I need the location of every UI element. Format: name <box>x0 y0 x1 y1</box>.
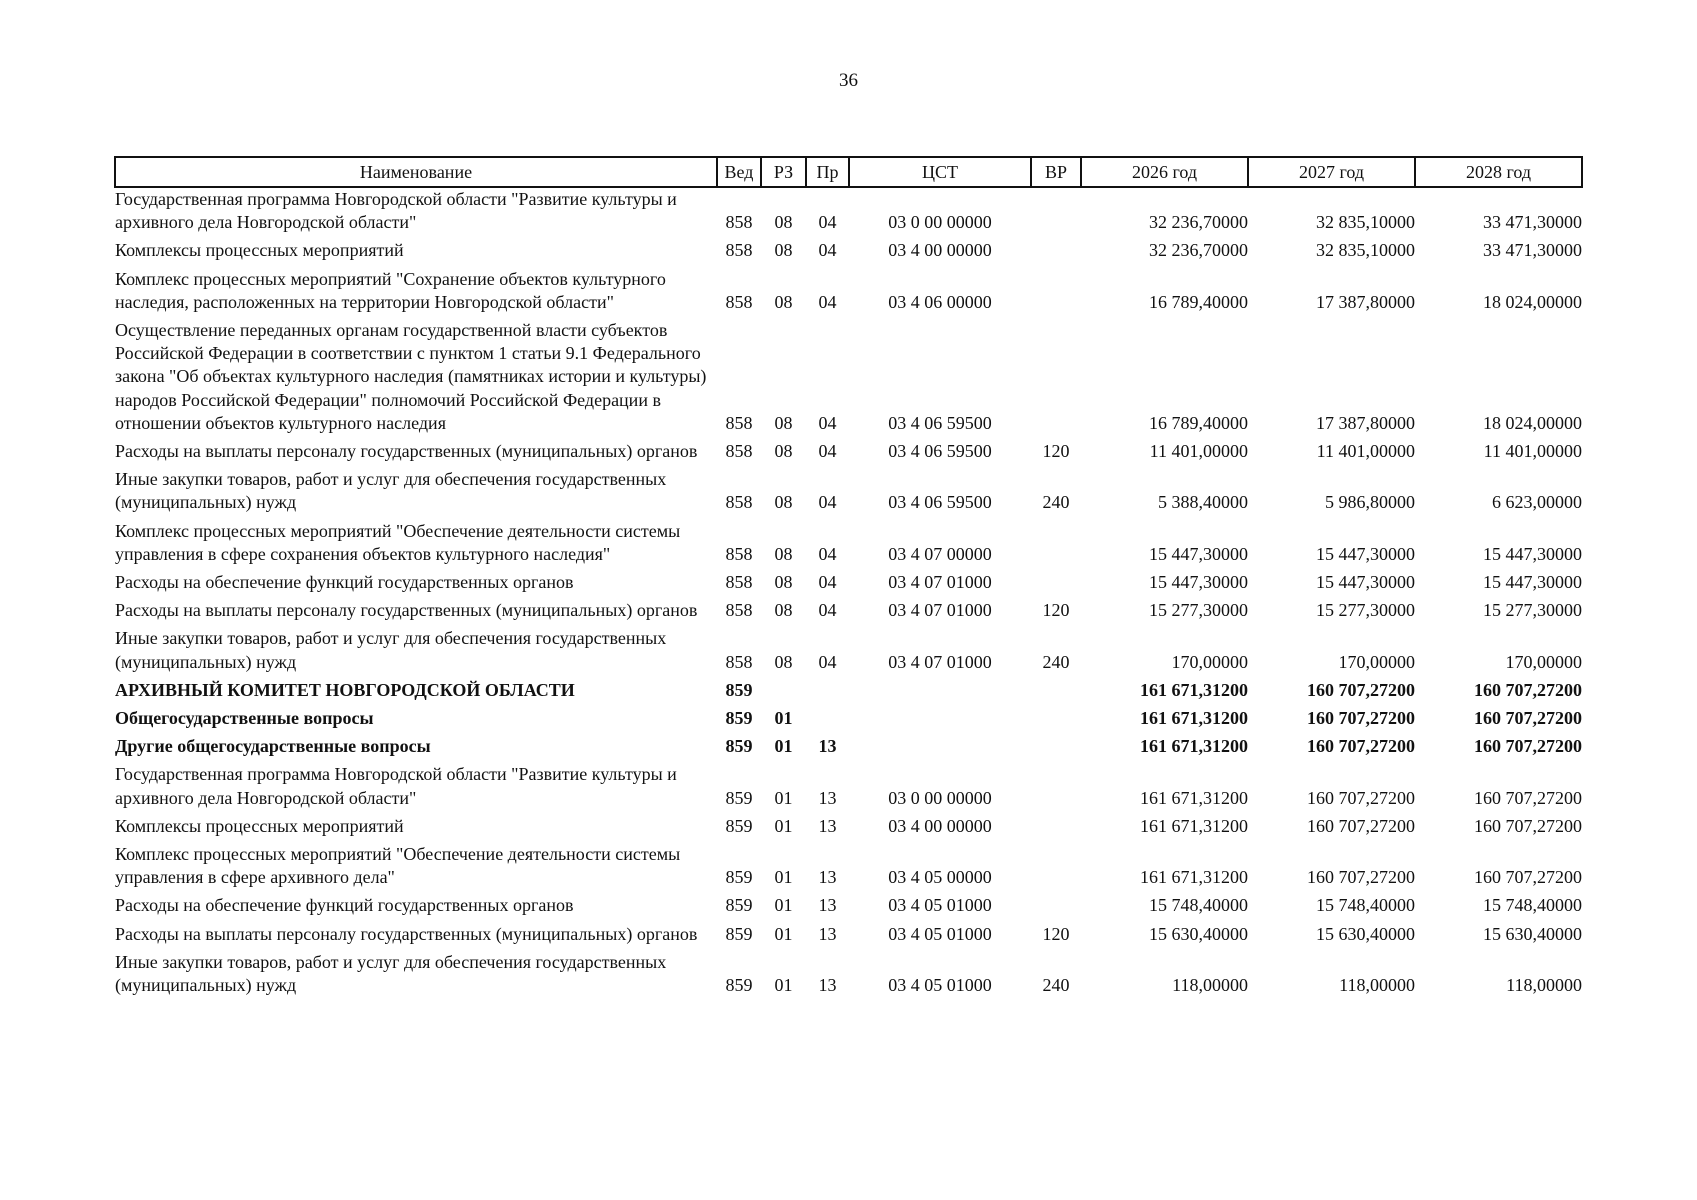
cell-ved: 859 <box>725 787 753 808</box>
table-row <box>115 758 1582 809</box>
cell-2028: 6 623,00000 <box>1492 492 1582 513</box>
cell-cst: 03 4 00 00000 <box>888 240 992 261</box>
cell-2026: 15 630,40000 <box>1149 923 1248 944</box>
table-row <box>115 889 1582 917</box>
cell-2027: 160 707,27200 <box>1307 867 1415 888</box>
cell-ved: 858 <box>725 600 753 621</box>
cell-name: Расходы на выплаты персоналу государственных (муниципальных) органов <box>115 923 698 944</box>
cell-2028: 33 471,30000 <box>1483 212 1582 233</box>
cell-ved: 859 <box>725 895 753 916</box>
table-row <box>115 314 1582 435</box>
cell-vr <box>1031 889 1081 917</box>
cell-cst: 03 4 06 00000 <box>888 291 992 312</box>
cell-2027: 160 707,27200 <box>1307 787 1415 808</box>
cell-2026: 161 671,31200 <box>1140 736 1248 757</box>
cell-2027: 170,00000 <box>1338 651 1415 672</box>
cell-name: АРХИВНЫЙ КОМИТЕТ НОВГОРОДСКОЙ ОБЛАСТИ <box>115 679 575 700</box>
cell-2027: 32 835,10000 <box>1316 240 1415 261</box>
cell-cst: 03 0 00 00000 <box>888 212 992 233</box>
cell-2028: 170,00000 <box>1505 651 1582 672</box>
cell-2027: 15 748,40000 <box>1316 895 1415 916</box>
cell-rz: 01 <box>774 923 793 944</box>
cell-ved: 858 <box>725 441 753 462</box>
cell-name: Комплексы процессных мероприятий <box>115 240 404 261</box>
cell-vr <box>1031 838 1081 889</box>
cell-vr <box>1031 702 1081 730</box>
cell-2026: 11 401,00000 <box>1149 441 1248 462</box>
cell-cst: 03 4 06 59500 <box>888 441 992 462</box>
cell-vr: 120 <box>1042 441 1070 462</box>
cell-ved: 859 <box>725 679 753 700</box>
cell-ved: 859 <box>725 867 753 888</box>
cell-ved: 859 <box>725 923 753 944</box>
cell-cst: 03 4 06 59500 <box>888 492 992 513</box>
cell-2026: 5 388,40000 <box>1158 492 1248 513</box>
cell-2027: 160 707,27200 <box>1307 736 1415 757</box>
cell-cst <box>849 730 1031 758</box>
cell-2027: 11 401,00000 <box>1316 441 1415 462</box>
cell-pr: 13 <box>818 975 837 996</box>
cell-2028: 160 707,27200 <box>1474 708 1582 729</box>
cell-2026: 161 671,31200 <box>1140 787 1248 808</box>
cell-2026: 170,00000 <box>1171 651 1248 672</box>
cell-pr <box>806 674 849 702</box>
table-row <box>115 263 1582 314</box>
cell-vr <box>1031 730 1081 758</box>
cell-vr: 240 <box>1042 975 1070 996</box>
cell-2026: 15 447,30000 <box>1149 572 1248 593</box>
cell-2026: 32 236,70000 <box>1149 240 1248 261</box>
table-row <box>115 566 1582 594</box>
cell-cst: 03 0 00 00000 <box>888 787 992 808</box>
cell-2027: 32 835,10000 <box>1316 212 1415 233</box>
cell-name: Комплексы процессных мероприятий <box>115 815 404 836</box>
header-name: Наименование <box>115 157 717 187</box>
cell-pr: 13 <box>818 895 837 916</box>
cell-pr: 04 <box>818 651 837 672</box>
header-ved: Вед <box>717 157 761 187</box>
cell-name: Комплекс процессных мероприятий "Обеспечение деятельности системы управления в сфере архивного дела" <box>115 844 681 888</box>
cell-name: Другие общегосударственные вопросы <box>115 736 431 757</box>
table-row <box>115 234 1582 262</box>
cell-pr <box>806 702 849 730</box>
cell-pr: 04 <box>818 240 837 261</box>
header-rz: РЗ <box>761 157 806 187</box>
cell-cst <box>849 674 1031 702</box>
cell-pr: 04 <box>818 572 837 593</box>
cell-2026: 15 748,40000 <box>1149 895 1248 916</box>
cell-cst: 03 4 07 01000 <box>888 600 992 621</box>
cell-vr: 240 <box>1042 492 1070 513</box>
cell-name: Иные закупки товаров, работ и услуг для обеспечения государственных (муниципальных) нужд <box>115 628 667 672</box>
cell-2027: 118,00000 <box>1339 975 1415 996</box>
table-row <box>115 594 1582 622</box>
cell-vr: 240 <box>1042 651 1070 672</box>
cell-2027: 15 447,30000 <box>1316 543 1415 564</box>
cell-ved: 859 <box>725 975 753 996</box>
cell-cst: 03 4 07 01000 <box>888 651 992 672</box>
cell-2026: 118,00000 <box>1172 975 1248 996</box>
cell-2027: 17 387,80000 <box>1316 412 1415 433</box>
cell-ved: 858 <box>725 212 753 233</box>
cell-name: Расходы на выплаты персоналу государственных (муниципальных) органов <box>115 441 698 462</box>
cell-rz: 01 <box>774 736 793 757</box>
cell-name: Иные закупки товаров, работ и услуг для обеспечения государственных (муниципальных) нужд <box>115 469 667 513</box>
table-row <box>115 730 1582 758</box>
cell-cst <box>849 702 1031 730</box>
cell-ved: 858 <box>725 240 753 261</box>
cell-2028: 160 707,27200 <box>1474 679 1582 700</box>
cell-2027: 160 707,27200 <box>1307 708 1415 729</box>
cell-pr: 04 <box>818 412 837 433</box>
cell-vr <box>1031 263 1081 314</box>
cell-rz: 01 <box>774 867 793 888</box>
table-row <box>115 515 1582 566</box>
cell-vr <box>1031 758 1081 809</box>
cell-vr <box>1031 810 1081 838</box>
cell-2027: 15 277,30000 <box>1316 600 1415 621</box>
cell-pr: 04 <box>818 543 837 564</box>
cell-pr: 04 <box>818 492 837 513</box>
cell-cst: 03 4 05 01000 <box>888 895 992 916</box>
table-row <box>115 838 1582 889</box>
table-body <box>115 187 1582 997</box>
header-2026: 2026 год <box>1081 157 1248 187</box>
cell-2026: 16 789,40000 <box>1149 291 1248 312</box>
cell-2027: 5 986,80000 <box>1325 492 1415 513</box>
cell-vr: 120 <box>1042 600 1070 621</box>
cell-2027: 15 447,30000 <box>1316 572 1415 593</box>
cell-rz: 01 <box>774 975 793 996</box>
header-pr: Пр <box>806 157 849 187</box>
cell-pr: 04 <box>818 212 837 233</box>
cell-ved: 858 <box>725 572 753 593</box>
table-row <box>115 187 1582 234</box>
cell-2028: 11 401,00000 <box>1483 441 1582 462</box>
cell-ved: 859 <box>725 815 753 836</box>
cell-name: Расходы на обеспечение функций государственных органов <box>115 572 574 593</box>
cell-2028: 33 471,30000 <box>1483 240 1582 261</box>
header-vr: ВР <box>1031 157 1081 187</box>
cell-2026: 161 671,31200 <box>1140 867 1248 888</box>
header-2027: 2027 год <box>1248 157 1415 187</box>
table-row <box>115 918 1582 946</box>
cell-rz: 08 <box>774 651 793 672</box>
cell-name: Комплекс процессных мероприятий "Сохранение объектов культурного наследия, расположенных на территории Новгородской области" <box>115 268 666 312</box>
cell-pr: 04 <box>818 291 837 312</box>
cell-cst: 03 4 06 59500 <box>888 412 992 433</box>
cell-rz: 08 <box>774 572 793 593</box>
cell-rz: 08 <box>774 291 793 312</box>
header-2028: 2028 год <box>1415 157 1582 187</box>
cell-cst: 03 4 05 01000 <box>888 975 992 996</box>
cell-rz <box>761 674 806 702</box>
page-number: 36 <box>839 70 858 91</box>
budget-table <box>114 156 1583 997</box>
cell-pr: 13 <box>818 787 837 808</box>
cell-ved: 859 <box>725 736 753 757</box>
cell-name: Расходы на выплаты персоналу государственных (муниципальных) органов <box>115 600 698 621</box>
cell-ved: 858 <box>725 412 753 433</box>
cell-2026: 161 671,31200 <box>1140 679 1248 700</box>
cell-2027: 160 707,27200 <box>1307 679 1415 700</box>
cell-rz: 01 <box>774 815 793 836</box>
cell-rz: 08 <box>774 543 793 564</box>
table-row <box>115 674 1582 702</box>
cell-vr <box>1031 187 1081 234</box>
cell-rz: 08 <box>774 212 793 233</box>
cell-cst: 03 4 05 01000 <box>888 923 992 944</box>
cell-pr: 13 <box>818 736 837 757</box>
cell-pr: 13 <box>818 923 837 944</box>
table-row <box>115 702 1582 730</box>
table-row <box>115 435 1582 463</box>
cell-cst: 03 4 05 00000 <box>888 867 992 888</box>
cell-pr: 04 <box>818 600 837 621</box>
cell-ved: 858 <box>725 291 753 312</box>
cell-ved: 858 <box>725 492 753 513</box>
cell-2026: 32 236,70000 <box>1149 212 1248 233</box>
cell-name: Общегосударственные вопросы <box>115 708 374 729</box>
cell-2028: 118,00000 <box>1506 975 1582 996</box>
cell-vr <box>1031 515 1081 566</box>
table-row <box>115 946 1582 997</box>
cell-2028: 160 707,27200 <box>1474 736 1582 757</box>
cell-vr <box>1031 566 1081 594</box>
cell-2026: 16 789,40000 <box>1149 412 1248 433</box>
cell-2026: 161 671,31200 <box>1140 708 1248 729</box>
cell-cst: 03 4 00 00000 <box>888 815 992 836</box>
cell-2027: 17 387,80000 <box>1316 291 1415 312</box>
cell-rz: 01 <box>774 787 793 808</box>
cell-name: Государственная программа Новгородской области "Развитие культуры и архивного дела Новгородской области" <box>115 189 677 233</box>
cell-rz: 08 <box>774 600 793 621</box>
cell-name: Государственная программа Новгородской области "Развитие культуры и архивного дела Новгородской области" <box>115 764 677 808</box>
cell-2028: 15 447,30000 <box>1483 572 1582 593</box>
cell-cst: 03 4 07 01000 <box>888 572 992 593</box>
cell-rz: 08 <box>774 441 793 462</box>
cell-pr: 04 <box>818 441 837 462</box>
cell-vr: 120 <box>1042 923 1070 944</box>
cell-2028: 15 748,40000 <box>1483 895 1582 916</box>
cell-rz: 08 <box>774 492 793 513</box>
cell-2028: 15 630,40000 <box>1483 923 1582 944</box>
cell-pr: 13 <box>818 867 837 888</box>
cell-2028: 15 447,30000 <box>1483 543 1582 564</box>
cell-2028: 18 024,00000 <box>1483 412 1582 433</box>
cell-rz: 08 <box>774 240 793 261</box>
cell-2028: 160 707,27200 <box>1474 787 1582 808</box>
cell-2027: 15 630,40000 <box>1316 923 1415 944</box>
cell-ved: 858 <box>725 651 753 672</box>
cell-2028: 18 024,00000 <box>1483 291 1582 312</box>
cell-2026: 15 447,30000 <box>1149 543 1248 564</box>
cell-name: Осуществление переданных органам государственной власти субъектов Российской Федерации в соответствии с пунктом 1 статьи 9.1 Федерального закона "Об объектах культурного наследия (памятниках истории и культуры) народов Российской Федерации" полномочий Российской Федерации в отношении объектов культурного наследия <box>115 320 707 433</box>
cell-cst: 03 4 07 00000 <box>888 543 992 564</box>
table-row <box>115 810 1582 838</box>
cell-rz: 08 <box>774 412 793 433</box>
cell-2028: 15 277,30000 <box>1483 600 1582 621</box>
cell-2026: 15 277,30000 <box>1149 600 1248 621</box>
cell-name: Комплекс процессных мероприятий "Обеспечение деятельности системы управления в сфере сохранения объектов культурного наследия" <box>115 520 681 564</box>
cell-ved: 859 <box>725 708 753 729</box>
cell-rz: 01 <box>774 708 793 729</box>
cell-vr <box>1031 674 1081 702</box>
table-header <box>115 157 1582 187</box>
cell-2028: 160 707,27200 <box>1474 867 1582 888</box>
cell-vr <box>1031 234 1081 262</box>
cell-2028: 160 707,27200 <box>1474 815 1582 836</box>
table-row <box>115 463 1582 514</box>
cell-2026: 161 671,31200 <box>1140 815 1248 836</box>
cell-name: Иные закупки товаров, работ и услуг для обеспечения государственных (муниципальных) нужд <box>115 951 667 996</box>
cell-vr <box>1031 314 1081 435</box>
cell-name: Расходы на обеспечение функций государственных органов <box>115 895 574 916</box>
table-row <box>115 622 1582 673</box>
cell-rz: 01 <box>774 895 793 916</box>
cell-2027: 160 707,27200 <box>1307 815 1415 836</box>
cell-ved: 858 <box>725 543 753 564</box>
header-cst: ЦСТ <box>849 157 1031 187</box>
cell-pr: 13 <box>818 815 837 836</box>
